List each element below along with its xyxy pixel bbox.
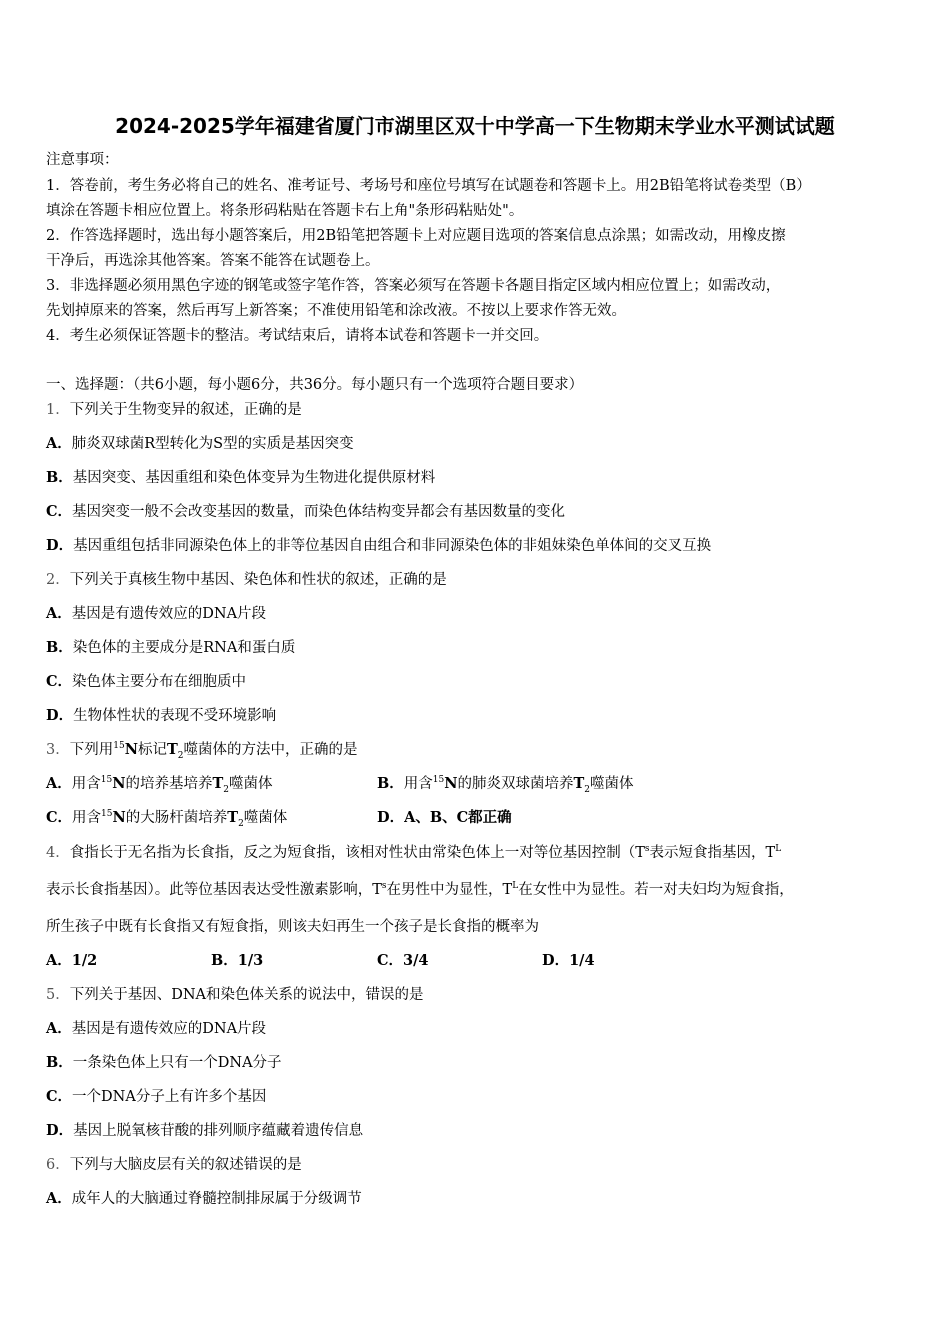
question-text: 表示长食指基因）。此等位基因表达受性激素影响，T [46,882,382,898]
option-text: 成年人的大脑通过脊髓控制排尿属于分级调节 [71,1191,362,1207]
option-text: 基因是有遗传效应的DNA片段 [71,606,267,622]
question-text: 在女性中为显性。若一对夫妇均为短食指， [518,882,794,898]
subscript: 2 [584,784,591,795]
phage-symbol: T [212,775,224,792]
superscript: 15 [113,741,125,752]
option-text: 染色体主要分布在细胞质中 [72,674,247,690]
option-text: 用含 [403,776,433,792]
option-label: C． [46,809,73,826]
option-text: 生物体性状的表现不受环境影响 [73,708,277,724]
option-label: A． [46,435,72,452]
option-text: 染色体的主要成分是RNA和蛋白质 [72,640,296,656]
question-3-option-d [377,808,512,828]
question-1-option-d [46,536,711,556]
notice-line: 填涂在答题卡相应位置上。将条形码粘贴在答题卡右上角"条形码粘贴处"。 [46,203,524,219]
option-label: A． [46,605,72,622]
question-4-option-a [46,951,97,971]
option-text: 用含 [71,776,101,792]
option-text: 的肺炎双球菌培养 [457,776,574,792]
question-text: 下列与大脑皮层有关的叙述错误的是 [69,1157,302,1173]
question-number: 4． [46,845,70,861]
option-text: 3/4 [403,952,429,969]
option-label: A． [46,1190,72,1207]
phage-symbol: T [227,809,239,826]
option-label: A． [46,775,72,792]
question-number: 3． [46,742,70,758]
option-text: 1/4 [569,952,595,969]
question-3-option-c [46,808,287,828]
question-5-option-b [46,1053,282,1073]
question-4-stem-line-1 [46,843,781,863]
notice-line: 3．非选择题必须用黑色字迹的钢笔或签字笔作答，答案必须写在答题卡各题目指定区域内相应位置上；如需改动， [46,278,781,294]
option-text: 用含 [72,810,102,826]
option-label: B． [46,1054,73,1071]
question-text: 下列关于基因、DNA和染色体关系的说法中，错误的是 [69,987,424,1003]
question-2-option-a [46,604,266,624]
question-5-option-a [46,1019,266,1039]
option-text: 一个DNA分子上有许多个基因 [72,1089,267,1105]
notice-line: 2．作答选择题时，选出每小题答案后，用2B铅笔把答题卡上对应题目选项的答案信息点涂黑；如需改动，用橡皮擦 [46,228,786,244]
option-text: 的培养基培养 [125,776,213,792]
option-label: B． [46,639,73,656]
question-5-stem [46,985,424,1005]
question-number: 1． [46,402,70,418]
question-3-stem [46,740,357,760]
question-2-stem [46,570,447,590]
option-label: C． [46,1088,73,1105]
option-text: 噬菌体 [590,776,634,792]
option-label: A． [46,952,72,969]
question-3-option-b [377,774,634,794]
question-1-option-a [46,434,354,454]
question-6-option-a [46,1189,362,1209]
option-text: 一条染色体上只有一个DNA分子 [72,1055,282,1071]
option-text: 1/2 [71,952,98,969]
subscript: 2 [238,818,244,829]
option-text: 噬菌体 [229,776,273,792]
notice-line: 1．答卷前，考生务必将自己的姓名、准考证号、考场号和座位号填写在试题卷和答题卡上。用2B铅笔将试卷类型（B） [46,178,811,194]
question-text: 下列关于真核生物中基因、染色体和性状的叙述，正确的是 [69,572,447,588]
option-text: 1/3 [237,952,264,969]
subscript: 2 [223,784,230,795]
question-text: 在男性中为显性，T [386,882,513,898]
option-label: A． [46,1020,72,1037]
element-symbol: N [444,775,458,792]
superscript: 15 [432,775,445,786]
superscript: 15 [101,809,113,820]
notice-line: 4．考生必须保证答题卡的整洁。考试结束后，请将本试卷和答题卡一并交回。 [46,328,549,344]
phage-symbol: T [573,775,585,792]
question-4-option-b [211,951,263,971]
page-title: 2024-2025学年福建省厦门市湖里区双十中学高一下生物期末学业水平测试试题 [115,114,835,138]
option-text: 基因上脱氧核苷酸的排列顺序蕴藏着遗传信息 [73,1123,364,1139]
option-text: A、B、C都正确 [404,809,512,826]
option-text: 的大肠杆菌培养 [125,810,228,826]
option-text: 基因突变、基因重组和染色体变异为生物进化提供原材料 [72,470,436,486]
question-4-option-c [377,951,429,971]
option-label: B． [211,952,238,969]
question-4-stem-line-2 [46,880,794,900]
option-text: 噬菌体 [243,810,288,826]
question-text: 下列用 [69,742,114,758]
question-6-stem [46,1155,302,1175]
question-3-option-a [46,774,273,794]
question-text: 标记 [137,742,167,758]
option-label: C． [46,673,73,690]
question-4-stem-line-3: 所生孩子中既有长食指又有短食指，则该夫妇再生一个孩子是长食指的概率为 [46,919,539,935]
option-label: D． [46,1122,74,1139]
question-4-option-d [542,951,595,971]
superscript: L [512,881,519,892]
option-text: 基因是有遗传效应的DNA片段 [71,1021,267,1037]
option-text: 基因重组包括非同源染色体上的非等位基因自由组合和非同源染色体的非姐妹染色单体间的交叉互换 [73,538,712,554]
question-2-option-d [46,706,276,726]
option-label: D． [46,707,74,724]
question-2-option-c [46,672,246,692]
element-symbol: N [112,775,126,792]
option-label: B． [46,469,73,486]
option-label: C． [377,952,404,969]
option-text: 肺炎双球菌R型转化为S型的实质是基因突变 [71,436,354,452]
notice-line: 干净后，再选涂其他答案。答案不能答在试题卷上。 [46,253,380,269]
question-text: 噬菌体的方法中，正确的是 [183,742,358,758]
option-label: D． [542,952,570,969]
question-1-stem [46,400,302,420]
superscript: 15 [100,775,113,786]
superscript: s [381,881,387,892]
phage-symbol: T [166,741,178,758]
notice-heading: 注意事项： [46,152,119,168]
element-symbol: N [112,809,126,826]
question-1-option-c [46,502,565,522]
option-label: D． [46,537,74,554]
option-text: 基因突变一般不会改变基因的数量，而染色体结构变异都会有基因数量的变化 [72,504,566,520]
question-text: 下列关于生物变异的叙述，正确的是 [69,402,302,418]
option-label: B． [377,775,404,792]
question-5-option-c [46,1087,266,1107]
subscript: 2 [177,750,184,761]
question-text: 表示短食指基因，T [649,845,776,861]
option-label: C． [46,503,73,520]
question-number: 2． [46,572,70,588]
superscript: s [644,844,650,855]
section-heading: 一、选择题：（共6小题，每小题6分，共36分。每小题只有一个选项符合题目要求） [46,377,584,393]
question-text: 食指长于无名指为长食指，反之为短食指，该相对性状由常染色体上一对等位基因控制（T [69,845,645,861]
superscript: L [775,844,782,855]
notice-line: 先划掉原来的答案，然后再写上新答案；不准使用铅笔和涂改液。不按以上要求作答无效。 [46,303,626,319]
question-1-option-b [46,468,435,488]
question-number: 6． [46,1157,70,1173]
option-label: D． [377,809,405,826]
question-5-option-d [46,1121,363,1141]
question-number: 5． [46,987,70,1003]
element-symbol: N [124,741,138,758]
question-2-option-b [46,638,295,658]
